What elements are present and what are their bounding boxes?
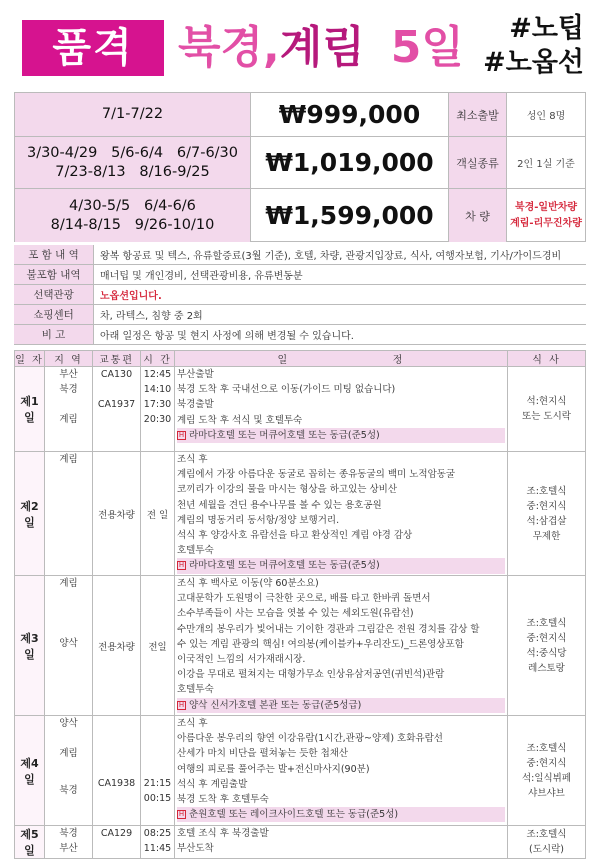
day-times: 전 일 — [141, 452, 175, 576]
itinerary-table — [14, 350, 586, 859]
day-meals: 조:호텔식 (도시락) — [508, 826, 586, 859]
title-days: 5일 — [390, 22, 464, 73]
grade-badge: 품격 — [22, 20, 164, 76]
day-locations: 부산 북경 계림 — [45, 367, 93, 452]
hotel-info: H 춘원호텔 또는 레이크사이드호텔 또는 동급(준5성) — [177, 807, 505, 822]
info-row-excluded: 불포함 내역 매너팁 및 개인경비, 선택관광비용, 유류변동분 — [14, 265, 586, 285]
day-times: 21:15 00:15 — [141, 716, 175, 826]
price-label: 차 량 — [449, 189, 507, 242]
info-row-remarks: 비 고 아래 일정은 항공 및 현지 사정에 의해 변경될 수 있습니다. — [14, 325, 586, 345]
day-schedule: 호텔 조식 후 북경출발 부산도착 — [175, 826, 508, 859]
day-locations: 북경 부산 — [45, 826, 93, 859]
price-label: 최소출발 — [449, 93, 507, 137]
info-row-optional-tour: 선택관광 노옵션입니다. — [14, 285, 586, 305]
price-row — [15, 93, 585, 137]
hashtags — [483, 12, 584, 80]
hotel-icon: H — [178, 561, 185, 570]
day-locations: 계림 양삭 — [45, 576, 93, 716]
day-meals: 조:호텔식 중:현지식 석:중식당 레스토랑 — [508, 576, 586, 716]
day-transport: 전용차량 — [93, 452, 141, 576]
day-meals: 조:호텔식 중:현지식 석:일식뷔페 샤브샤브 — [508, 716, 586, 826]
day-transport: CA1938 — [93, 716, 141, 826]
day-times: 12:45 14:10 17:30 20:30 — [141, 367, 175, 452]
itinerary-header: 일 자 지 역 교통편 시 간 일 정 식 사 — [15, 351, 586, 367]
info-row-shopping: 쇼핑센터 차, 라텍스, 침향 중 2회 — [14, 305, 586, 325]
hotel-icon: H — [178, 810, 185, 819]
price-amount: ₩1,019,000 — [251, 137, 449, 189]
price-dates: 7/1-7/22 — [15, 93, 251, 137]
itinerary-day-3: 제3일 계림 양삭 전용차량 전일 조식 후 백사로 이동(약 60분소요) 고대문학가 도원명이 극찬한 곳으로, 배를 타고 한바퀴 돌면서 소수부족들이 사는 모습을 엿볼 수 있는 세외도원(유람선) 수만개의 봉우리가 빛어내는 기이한 경관과 그림같은 전원 경치를 감상 할 수 있는 계림 관광의 핵심! 여의봉(케이블카+우리잔도)_드론영상포함 이국적인 느낌의 서가재래시장. 이강을 무대로 펼쳐지는 대형가무쇼 인상유삼저공연(귀빈석)관람 호텔투숙 H 양삭 신서가호텔 본관 또는 동급(준5성급) 조:호텔식 중:현지식 석:중식당 레스토랑 — [15, 576, 586, 716]
hotel-info: H 라마다호텔 또는 머큐어호텔 또는 동급(준5성) — [177, 428, 505, 443]
tag-no-option: #노옵선 — [483, 47, 584, 78]
info-table — [14, 245, 586, 345]
itinerary-day-5: 제5일 북경 부산 CA129 08:25 11:45 호텔 조식 후 북경출발 부산도착 조:호텔식 (도시락) — [15, 826, 586, 859]
info-row-included: 포 함 내 역 왕복 항공료 및 텍스, 유류할증료(3월 기준), 호텔, 차량, 관광지입장료, 식사, 여행자보험, 기사/가이드경비 — [14, 245, 586, 265]
day-schedule: 조식 후 백사로 이동(약 60분소요) 고대문학가 도원명이 극찬한 곳으로, 배를 타고 한바퀴 돌면서 소수부족들이 사는 모습을 엿볼 수 있는 세외도원(유람선) 수만개의 봉우리가 빛어내는 기이한 경관과 그림같은 전원 경치를 감상 할 수 있는 계림 관광의 핵심! 여의봉(케이블카+우리잔도)_드론영상포함 이국적인 느낌의 서가재래시장. 이강을 무대로 펼쳐지는 대형가무쇼 인상유삼저공연(귀빈석)관람 호텔투숙 H 양삭 신서가호텔 본관 또는 동급(준5성급) — [175, 576, 508, 716]
day-schedule: 조식 후 아름다운 봉우리의 향연 이강유람(1시간,관광~양제) 호화유람선 산세가 마치 비단을 펼쳐놓는 듯한 첩채산 여행의 피로를 풀어주는 발+전신마사지(90분) 석식 후 계림출발 북경 도착 후 호텔투숙 H 춘원호텔 또는 레이크사이드호텔 또는 동급(준5성) — [175, 716, 508, 826]
price-value: 성인 8명 — [507, 93, 585, 137]
price-amount: ₩1,599,000 — [251, 189, 449, 242]
day-locations: 계림 — [45, 452, 93, 576]
price-dates: 4/30-5/5 6/4-6/6 8/14-8/15 9/26-10/10 — [15, 189, 251, 242]
day-transport: 전용차량 — [93, 576, 141, 716]
price-value: 2인 1실 기준 — [507, 137, 585, 189]
day-transport: CA130 CA1937 — [93, 367, 141, 452]
hotel-info: H 라마다호텔 또는 머큐어호텔 또는 동급(준5성) — [177, 558, 505, 573]
price-row — [15, 189, 585, 242]
title-guilin: 계림 — [279, 22, 365, 73]
day-times: 전일 — [141, 576, 175, 716]
day-meals: 석:현지식 또는 도시락 — [508, 367, 586, 452]
price-dates: 3/30-4/29 5/6-6/4 6/7-6/30 7/23-8/13 8/16-9/25 — [15, 137, 251, 189]
day-transport: CA129 — [93, 826, 141, 859]
title-beijing: 북경, — [178, 22, 280, 73]
day-schedule: 조식 후 계림에서 가장 아름다운 동굴로 꼽히는 종유동굴의 백미 노적암동굴 코끼리가 이강의 물을 마시는 형상을 하고있는 상비산 천년 세월을 견딘 용수나무를 볼 수 있는 용호공원 계림의 명동거리 동서항/정양 보행거리. 석식 후 양강사호 유람선을 타고 환상적인 계림 야경 감상 호텔투숙 H 라마다호텔 또는 머큐어호텔 또는 동급(준5성) — [175, 452, 508, 576]
price-value: 북경-일반차량 계림-리무진차량 — [510, 201, 582, 229]
itinerary-day-4: 제4일 양삭 계림 북경 CA1938 21:15 00:15 조식 후 아름다운 봉우리의 향연 이강유람(1시간,관광~양제) 호화유람선 산세가 마치 비단을 펼쳐놓는 듯한 첩채산 여행의 피로를 풀어주는 발+전신마사지(90분) 석식 후 계림출발 북경 도착 후 호텔투숙 H 춘원호텔 또는 레이크사이드호텔 또는 동급(준5성) 조:호텔식 중:현지식 석:일식뷔페 샤브샤브 — [15, 716, 586, 826]
price-row — [15, 137, 585, 189]
price-label: 객실종류 — [449, 137, 507, 189]
hotel-info: H 양삭 신서가호텔 본관 또는 동급(준5성급) — [177, 698, 505, 713]
price-table — [14, 92, 586, 242]
day-meals: 조:호텔식 중:현지식 석:삼겹살 무제한 — [508, 452, 586, 576]
tag-no-tip: #노팁 — [509, 13, 584, 44]
day-locations: 양삭 계림 북경 — [45, 716, 93, 826]
hotel-icon: H — [178, 430, 185, 439]
day-times: 08:25 11:45 — [141, 826, 175, 859]
header — [10, 10, 590, 86]
hotel-icon: H — [178, 700, 185, 709]
itinerary-day-2: 제2일 계림 전용차량 전 일 조식 후 계림에서 가장 아름다운 동굴로 꼽히는 종유동굴의 백미 노적암동굴 코끼리가 이강의 물을 마시는 형상을 하고있는 상비산 천년 세월을 견딘 용수나무를 볼 수 있는 용호공원 계림의 명동거리 동서항/정양 보행거리. 석식 후 양강사호 유람선을 타고 환상적인 계림 야경 감상 호텔투숙 H 라마다호텔 또는 머큐어호텔 또는 동급(준5성) 조:호텔식 중:현지식 석:삼겹살 무제한 — [15, 452, 586, 576]
price-amount: ₩999,000 — [251, 93, 449, 137]
itinerary-day-1: 제1일 부산 북경 계림 CA130 CA1937 12:45 14:10 17:30 20:30 부산출발 북경 도착 후 국내선으로 이동(가이드 미팅 없습니다) 북경출발 계림 도착 후 석식 및 호텔투숙 H 라마다호텔 또는 머큐어호텔 또는 동급(준5성) 석:현지식 또는 도시락 — [15, 367, 586, 452]
tour-title — [178, 18, 464, 78]
day-schedule: 부산출발 북경 도착 후 국내선으로 이동(가이드 미팅 없습니다) 북경출발 계림 도착 후 석식 및 호텔투숙 H 라마다호텔 또는 머큐어호텔 또는 동급(준5성) — [175, 367, 508, 452]
